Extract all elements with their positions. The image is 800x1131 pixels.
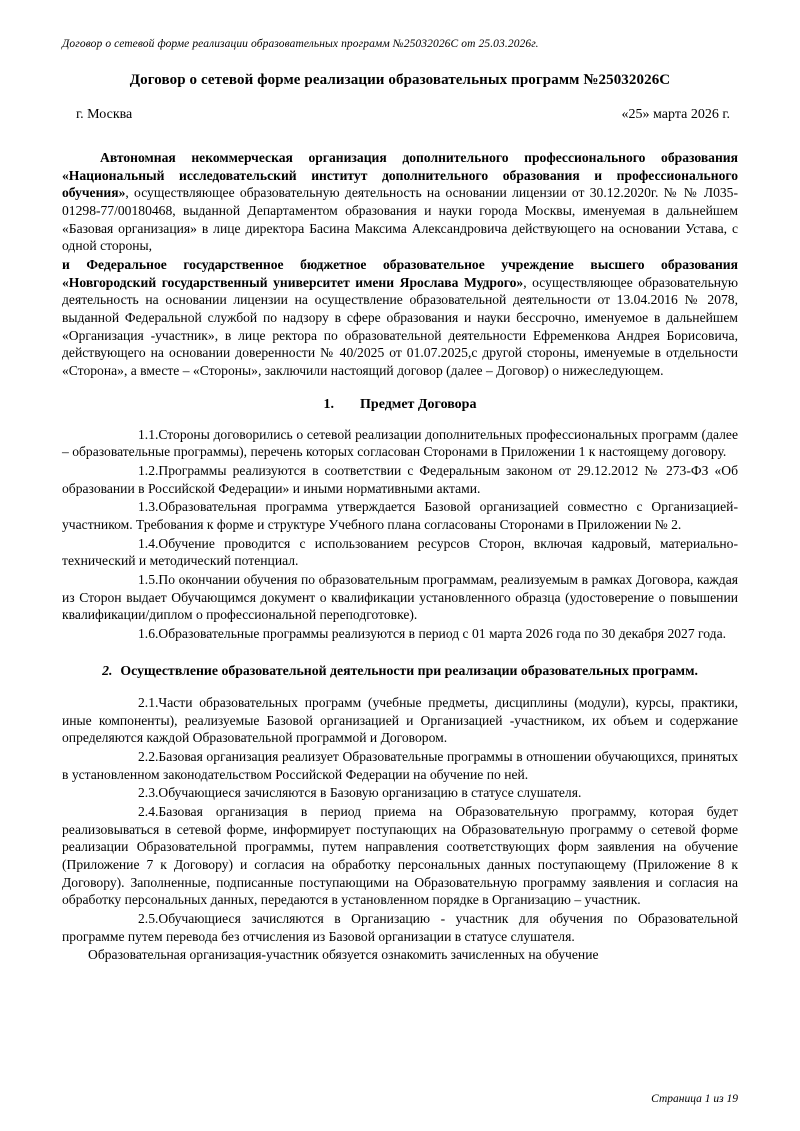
clause-1-6 [62, 625, 738, 643]
clause-1-5 [62, 571, 738, 624]
clause-1-1 [62, 426, 738, 461]
clause-2-5-number: 2.5. [138, 911, 159, 927]
section-2-tail-paragraph: Образовательная организация-участник обязуется ознакомить зачисленных на обучение [88, 947, 599, 963]
preamble-party-two-name: и Федеральное государственное бюджетное образовательное учреждение высшего образования «Новгородский государственный университет имени Ярослава Мудрого» [62, 257, 738, 290]
clause-2-5-text: Обучающиеся зачисляются в Организацию - участник для обучения по Образовательной программе путем перевода без отчисления из Базовой организации в статусе слушателя. [62, 911, 738, 944]
clause-2-1-text: Части образовательных программ (учебные предметы, дисциплины (модули), курсы, практики, иные компоненты), реализуемые Базовой организацией и Организацией -участником, их объем и содержание определяются каждой Образовательной программой и Договором. [62, 695, 738, 746]
clause-2-3 [62, 784, 738, 802]
running-header: Договор о сетевой форме реализации образовательных программ №25032026С от 25.03.2026г. [62, 38, 539, 50]
clause-1-3 [62, 498, 738, 533]
section-2-heading [62, 662, 738, 680]
clause-2-2-text: Базовая организация реализует Образовательные программы в отношении обучающихся, принятых в установленном законодательством Российской Федерации на обучение по ней. [62, 749, 738, 782]
clause-2-4-number: 2.4. [138, 804, 159, 820]
section-2-number: 2. [102, 662, 113, 678]
clause-1-6-text: Образовательные программы реализуются в период с 01 марта 2026 года по 30 декабря 2027 года. [158, 626, 727, 642]
clause-1-2 [62, 462, 738, 497]
clause-1-4-text: Обучение проводится с использованием ресурсов Сторон, включая кадровый, материально-технический и методический потенциал. [62, 535, 738, 569]
clause-1-5-text: По окончании обучения по образовательным программам, реализуемым в рамках Договора, каждая из Сторон выдает Обучающимся документ о квалификации установленного образца (удостоверение о повышении квалификации/диплом о профессиональной переподготовке). [62, 572, 738, 623]
clause-1-3-text: Образовательная программа утверждается Базовой организацией совместно с Организацией-участником. Требования к форме и структуре Учебного плана согласованы Сторонами в Приложении № 2. [62, 499, 738, 533]
preamble-party-one-name: Автономная некоммерческая организация дополнительного профессионального образования «Национальный исследовательский институт дополнительного образования и профессионального обучения» [62, 150, 738, 201]
section-1-heading [62, 397, 738, 413]
clause-1-2-text: Программы реализуются в соответствии с Федеральным законом от 29.12.2012 № 273-ФЗ «Об образовании в Российской Федерации» и иными нормативными актами. [62, 463, 738, 496]
clause-1-5-number: 1.5. [138, 572, 159, 588]
clause-2-4-text: Базовая организация в период приема на Образовательную программу, которая будет реализовываться в сетевой форме, информирует поступающих на Образовательную программу о сетевой форме реализации Образовательной программы, путем направления соответствующих форм заявления на обучение (Приложение 7 к Договору) и согласия на обработку персональных данных поступающему (Приложение 8 к Договору). Заполненные, подписанные поступающими на Образовательную программу заявления и согласия на обработку персональных данных, передаются в установленном порядке в Организацию – участник. [62, 804, 738, 908]
clause-1-2-number: 1.2. [138, 463, 159, 479]
section-2-title: Осуществление образовательной деятельности при реализации образовательных программ. [120, 662, 698, 678]
section-1-title: Предмет Договора [360, 396, 477, 412]
place-label: г. Москва [76, 107, 133, 122]
clause-1-4 [62, 535, 738, 570]
clause-2-5 [62, 910, 738, 945]
clause-1-1-number: 1.1. [138, 426, 159, 442]
section-1-number: 1. [323, 396, 335, 412]
clause-1-1-text: Стороны договорились о сетевой реализации дополнительных профессиональных программ (далее – образовательные программы), перечень которых согласован Сторонами в Приложении 1 к настоящему договору. [62, 426, 738, 460]
clause-2-2-number: 2.2. [138, 749, 159, 765]
clause-2-1 [62, 694, 738, 747]
document-title: Договор о сетевой форме реализации образовательных программ №25032026С [129, 72, 671, 88]
preamble-party-two-details: , осуществляющее образовательную деятельность на основании лицензии на осуществление образовательной деятельности от 13.04.2016 № 2078, выданной Федеральной службой по надзору в сфере образования и науки бессрочно, именуемое в дальнейшем «Организация -участник», в лице ректора по образовательной деятельности Ефременкова Андрея Борисовича, действующего на основании доверенности № 40/2025 от 01.07.2025,с другой стороны, именуемые в отдельности «Сторона», а вместе – «Стороны», заключили настоящий договор (далее – Договор) о нижеследующем. [62, 274, 739, 379]
clause-1-3-number: 1.3. [138, 499, 159, 515]
place-and-date [62, 107, 738, 123]
clause-1-6-number: 1.6. [138, 626, 159, 642]
clause-2-3-text: Обучающиеся зачисляются в Базовую организацию в статусе слушателя. [158, 785, 582, 801]
clause-2-2 [62, 748, 738, 783]
preamble-paragraph-1 [62, 149, 738, 255]
preamble-party-one-details: , осуществляющее образовательную деятельность на основании лицензии от 30.12.2020г. № № Л035-01298-77/00180468, выданной Департаментом образования и науки города Москвы, именуемая в дальнейшем «Базовая организация» в лице директора Басина Максима Александровича действующего на основании Устава, с одной стороны, [62, 185, 738, 254]
preamble-paragraph-2 [62, 256, 738, 380]
clause-2-3-number: 2.3. [138, 785, 159, 801]
clause-2-1-number: 2.1. [138, 695, 159, 710]
clause-2-4 [62, 803, 738, 909]
clause-1-4-number: 1.4. [138, 535, 159, 551]
date-label: «25» марта 2026 г. [621, 107, 730, 122]
page-footer: Страница 1 из 19 [651, 1093, 738, 1105]
